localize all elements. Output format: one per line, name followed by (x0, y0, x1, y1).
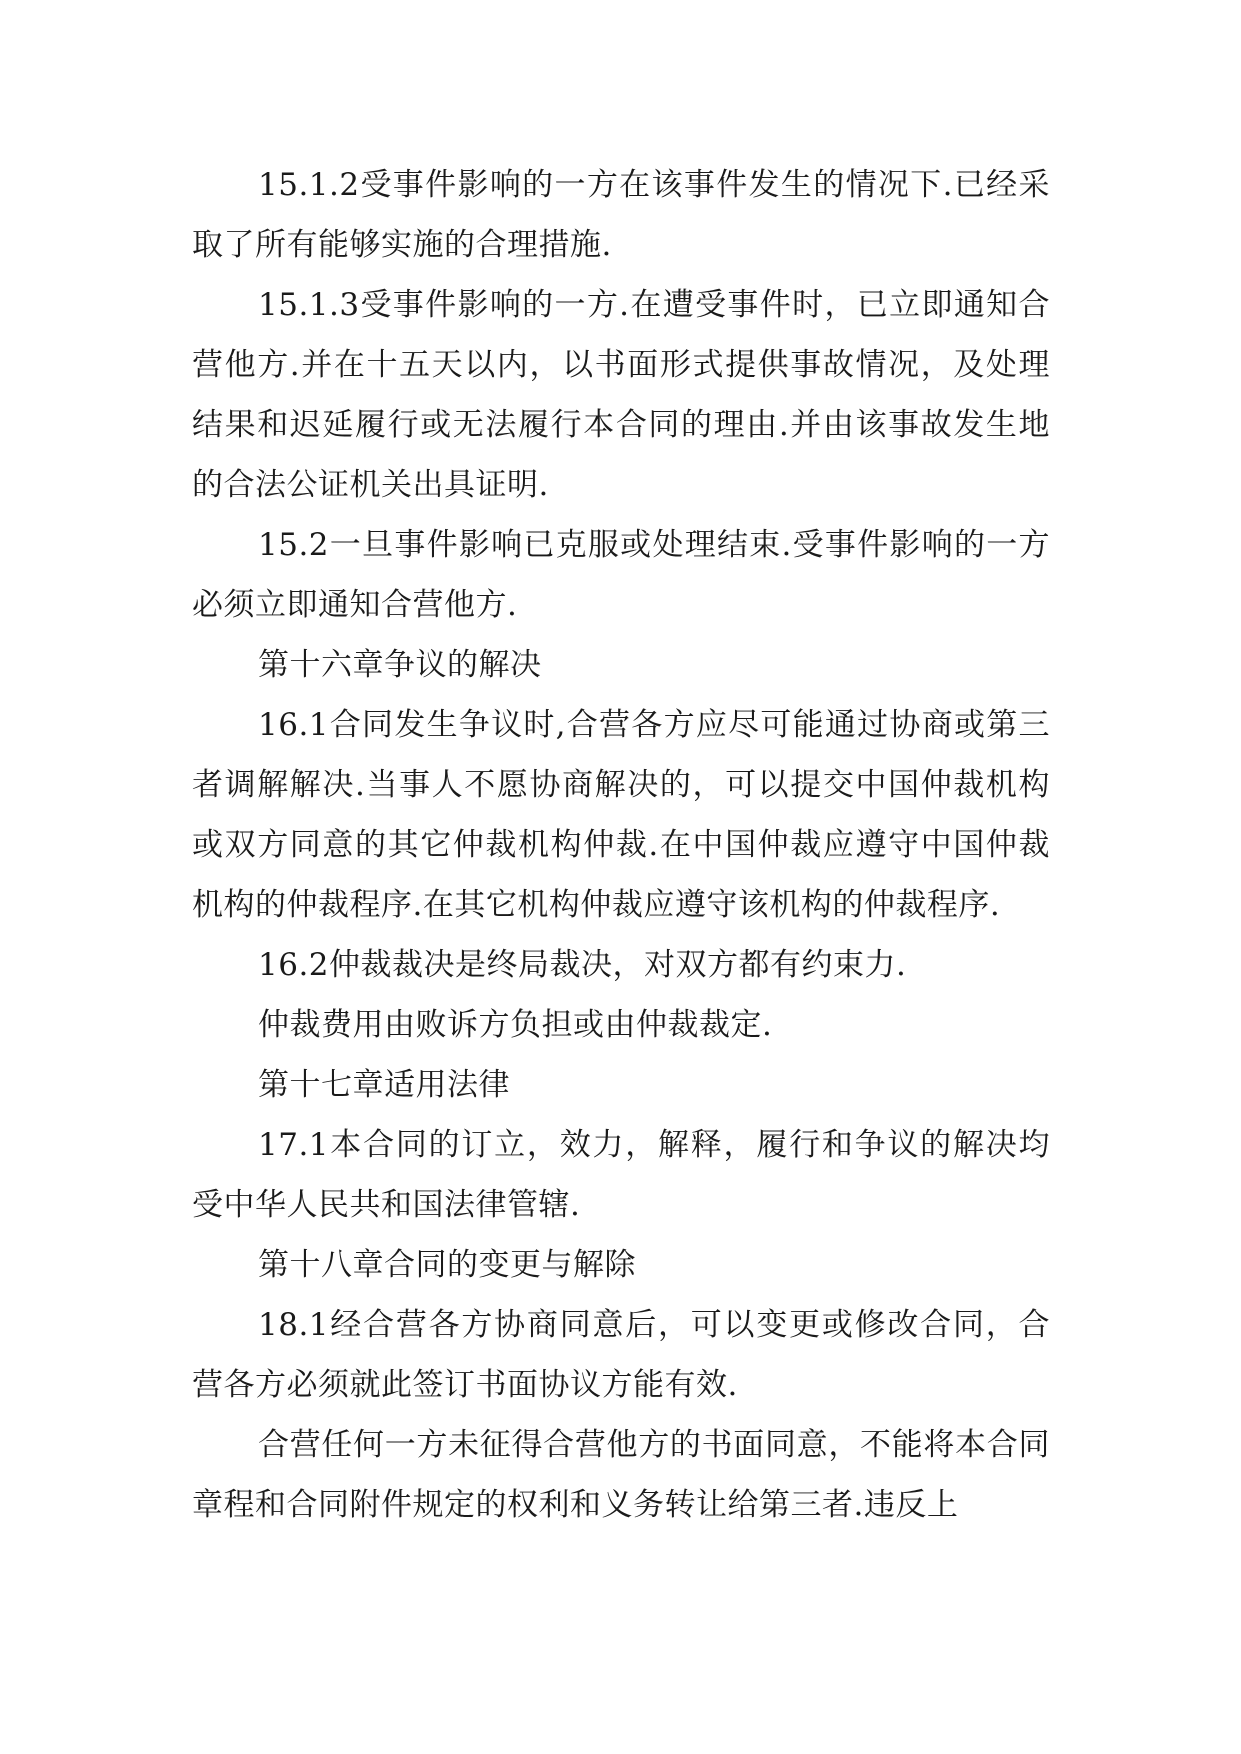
document-body (192, 155, 1050, 1535)
paragraph-15-1-2: 15.1.2受事件影响的一方在该事件发生的情况下.已经采取了所有能够实施的合理措施. (192, 167, 1050, 263)
chapter-16-heading: 第十六章争议的解决 (258, 647, 542, 683)
chapter-18-heading: 第十八章合同的变更与解除 (258, 1247, 636, 1283)
paragraph-16-2: 16.2仲裁裁决是终局裁决，对双方都有约束力. (258, 947, 907, 983)
paragraph-15-1-3: 15.1.3受事件影响的一方.在遭受事件时，已立即通知合营他方.并在十五天以内，以书面形式提供事故情况，及处理结果和迟延履行或无法履行本合同的理由.并由该事故发生地的合法公证机关出具证明. (192, 287, 1050, 503)
paragraph-transfer-restriction: 合营任何一方未征得合营他方的书面同意，不能将本合同章程和合同附件规定的权利和义务转让给第三者.违反上 (192, 1427, 1050, 1523)
paragraph-arbitration-fee: 仲裁费用由败诉方负担或由仲裁裁定. (258, 1007, 773, 1043)
paragraph-15-2: 15.2一旦事件影响已克服或处理结束.受事件影响的一方必须立即通知合营他方. (192, 527, 1050, 623)
paragraph-18-1: 18.1经合营各方协商同意后，可以变更或修改合同，合营各方必须就此签订书面协议方能有效. (192, 1307, 1050, 1403)
paragraph-17-1: 17.1本合同的订立，效力，解释，履行和争议的解决均受中华人民共和国法律管辖. (192, 1127, 1050, 1223)
chapter-17-heading: 第十七章适用法律 (258, 1067, 510, 1103)
paragraph-16-1: 16.1合同发生争议时,合营各方应尽可能通过协商或第三者调解解决.当事人不愿协商解决的，可以提交中国仲裁机构或双方同意的其它仲裁机构仲裁.在中国仲裁应遵守中国仲裁机构的仲裁程序.在其它机构仲裁应遵守该机构的仲裁程序. (192, 707, 1050, 923)
